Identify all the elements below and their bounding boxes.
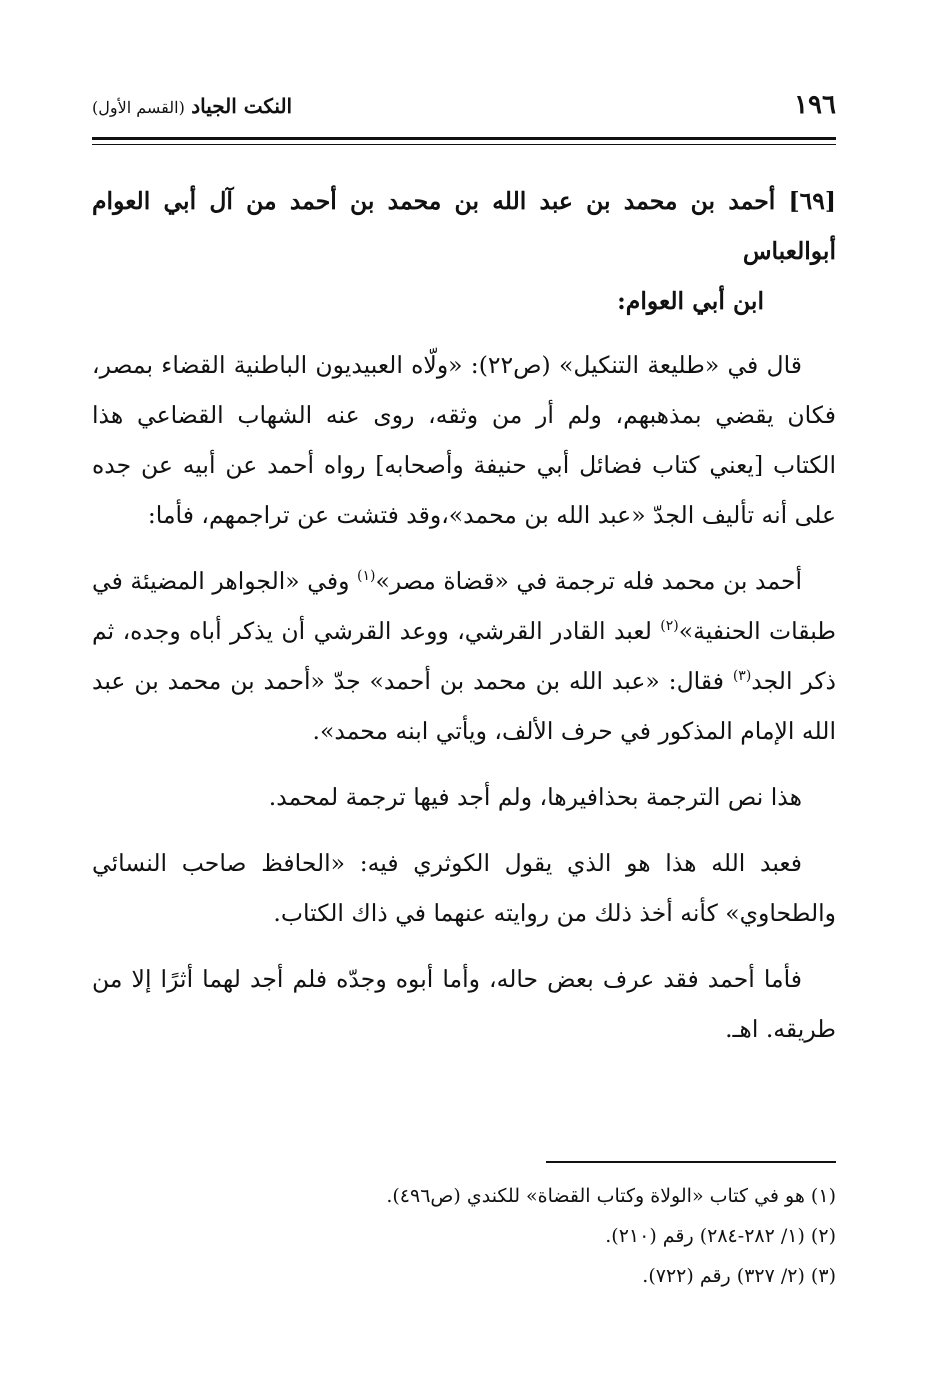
paragraph-2-part-b: وفي «الجواهر المضيئة في طبقات الحنفية» <box>92 567 836 645</box>
paragraph-2-part-a: أحمد بن محمد فله ترجمة في «قضاة مصر» <box>375 567 802 595</box>
paragraph-1: قال في «طليعة التنكيل» (ص٢٢): «ولّاه العبيديون الباطنية القضاء بمصر، فكان يقضي بمذهبهم، ولم أر من وثقه، روى عنه الشهاب القضاعي هذا الكتاب [يعني كتاب فضائل أبي حنيفة وأصحابه] رواه أحمد عن أبيه عن جده على أنه تأليف الجدّ «عبد الله بن محمد»،وقد فتشت عن تراجمهم، فأما: <box>92 351 836 529</box>
paragraph-2-part-c: لعبد القادر القرشي، ووعد القرشي أن يذكر أباه وجده، ثم ذكر الجد <box>92 617 836 695</box>
header-rule-thin <box>92 144 836 145</box>
footnote-1: (١) هو في كتاب «الولاة وكتاب القضاة» للكندي (ص٤٩٦). <box>386 1185 836 1207</box>
running-title <box>92 94 292 118</box>
footnote-marker-3: (٣) <box>732 668 752 685</box>
footnotes <box>92 1176 836 1296</box>
paragraph-2 <box>92 556 836 756</box>
footnote-separator <box>546 1161 836 1163</box>
footnote-marker-2: (٢) <box>660 618 679 635</box>
book-title: النكت الجياد <box>191 94 293 118</box>
paragraph-4: فعبد الله هذا هو الذي يقول الكوثري فيه: «الحافظ صاحب النسائي والطحاوي» كأنه أخذ ذلك من روايته عنهما في ذاك الكتاب. <box>92 849 836 927</box>
paragraph-5: فأما أحمد فقد عرف بعض حاله، وأما أبوه وجدّه فلم أجد لهما أثرًا إلا من طريقه. اهـ. <box>92 965 836 1043</box>
entry-heading-line1: [٦٩] أحمد بن محمد بن عبد الله بن محمد بن أحمد من آل أبي العوام أبوالعباس <box>92 187 836 265</box>
footnote-2: (٢) (١/ ٢٨٢-٢٨٤) رقم (٢١٠). <box>605 1225 836 1247</box>
page-number: ١٩٦ <box>794 90 836 120</box>
header-rule-thick <box>92 137 836 140</box>
running-header <box>92 86 836 130</box>
paragraph-3: هذا نص الترجمة بحذافيرها، ولم أجد فيها ترجمة لمحمد. <box>268 783 802 811</box>
main-text <box>92 176 836 1070</box>
book-section: (القسم الأول) <box>92 98 185 117</box>
paragraph-2-part-d: فقال: «عبد الله بن محمد بن أحمد» جدّ «أحمد بن محمد بن عبد الله الإمام المذكور في حرف الألف، ويأتي ابنه محمد». <box>92 667 836 745</box>
entry-heading-line2: ابن أبي العوام: <box>617 287 764 315</box>
entry-heading <box>92 176 836 326</box>
footnote-marker-1: (١) <box>357 568 376 585</box>
footnote-3: (٣) (٢/ ٣٢٧) رقم (٧٢٢). <box>642 1265 836 1287</box>
